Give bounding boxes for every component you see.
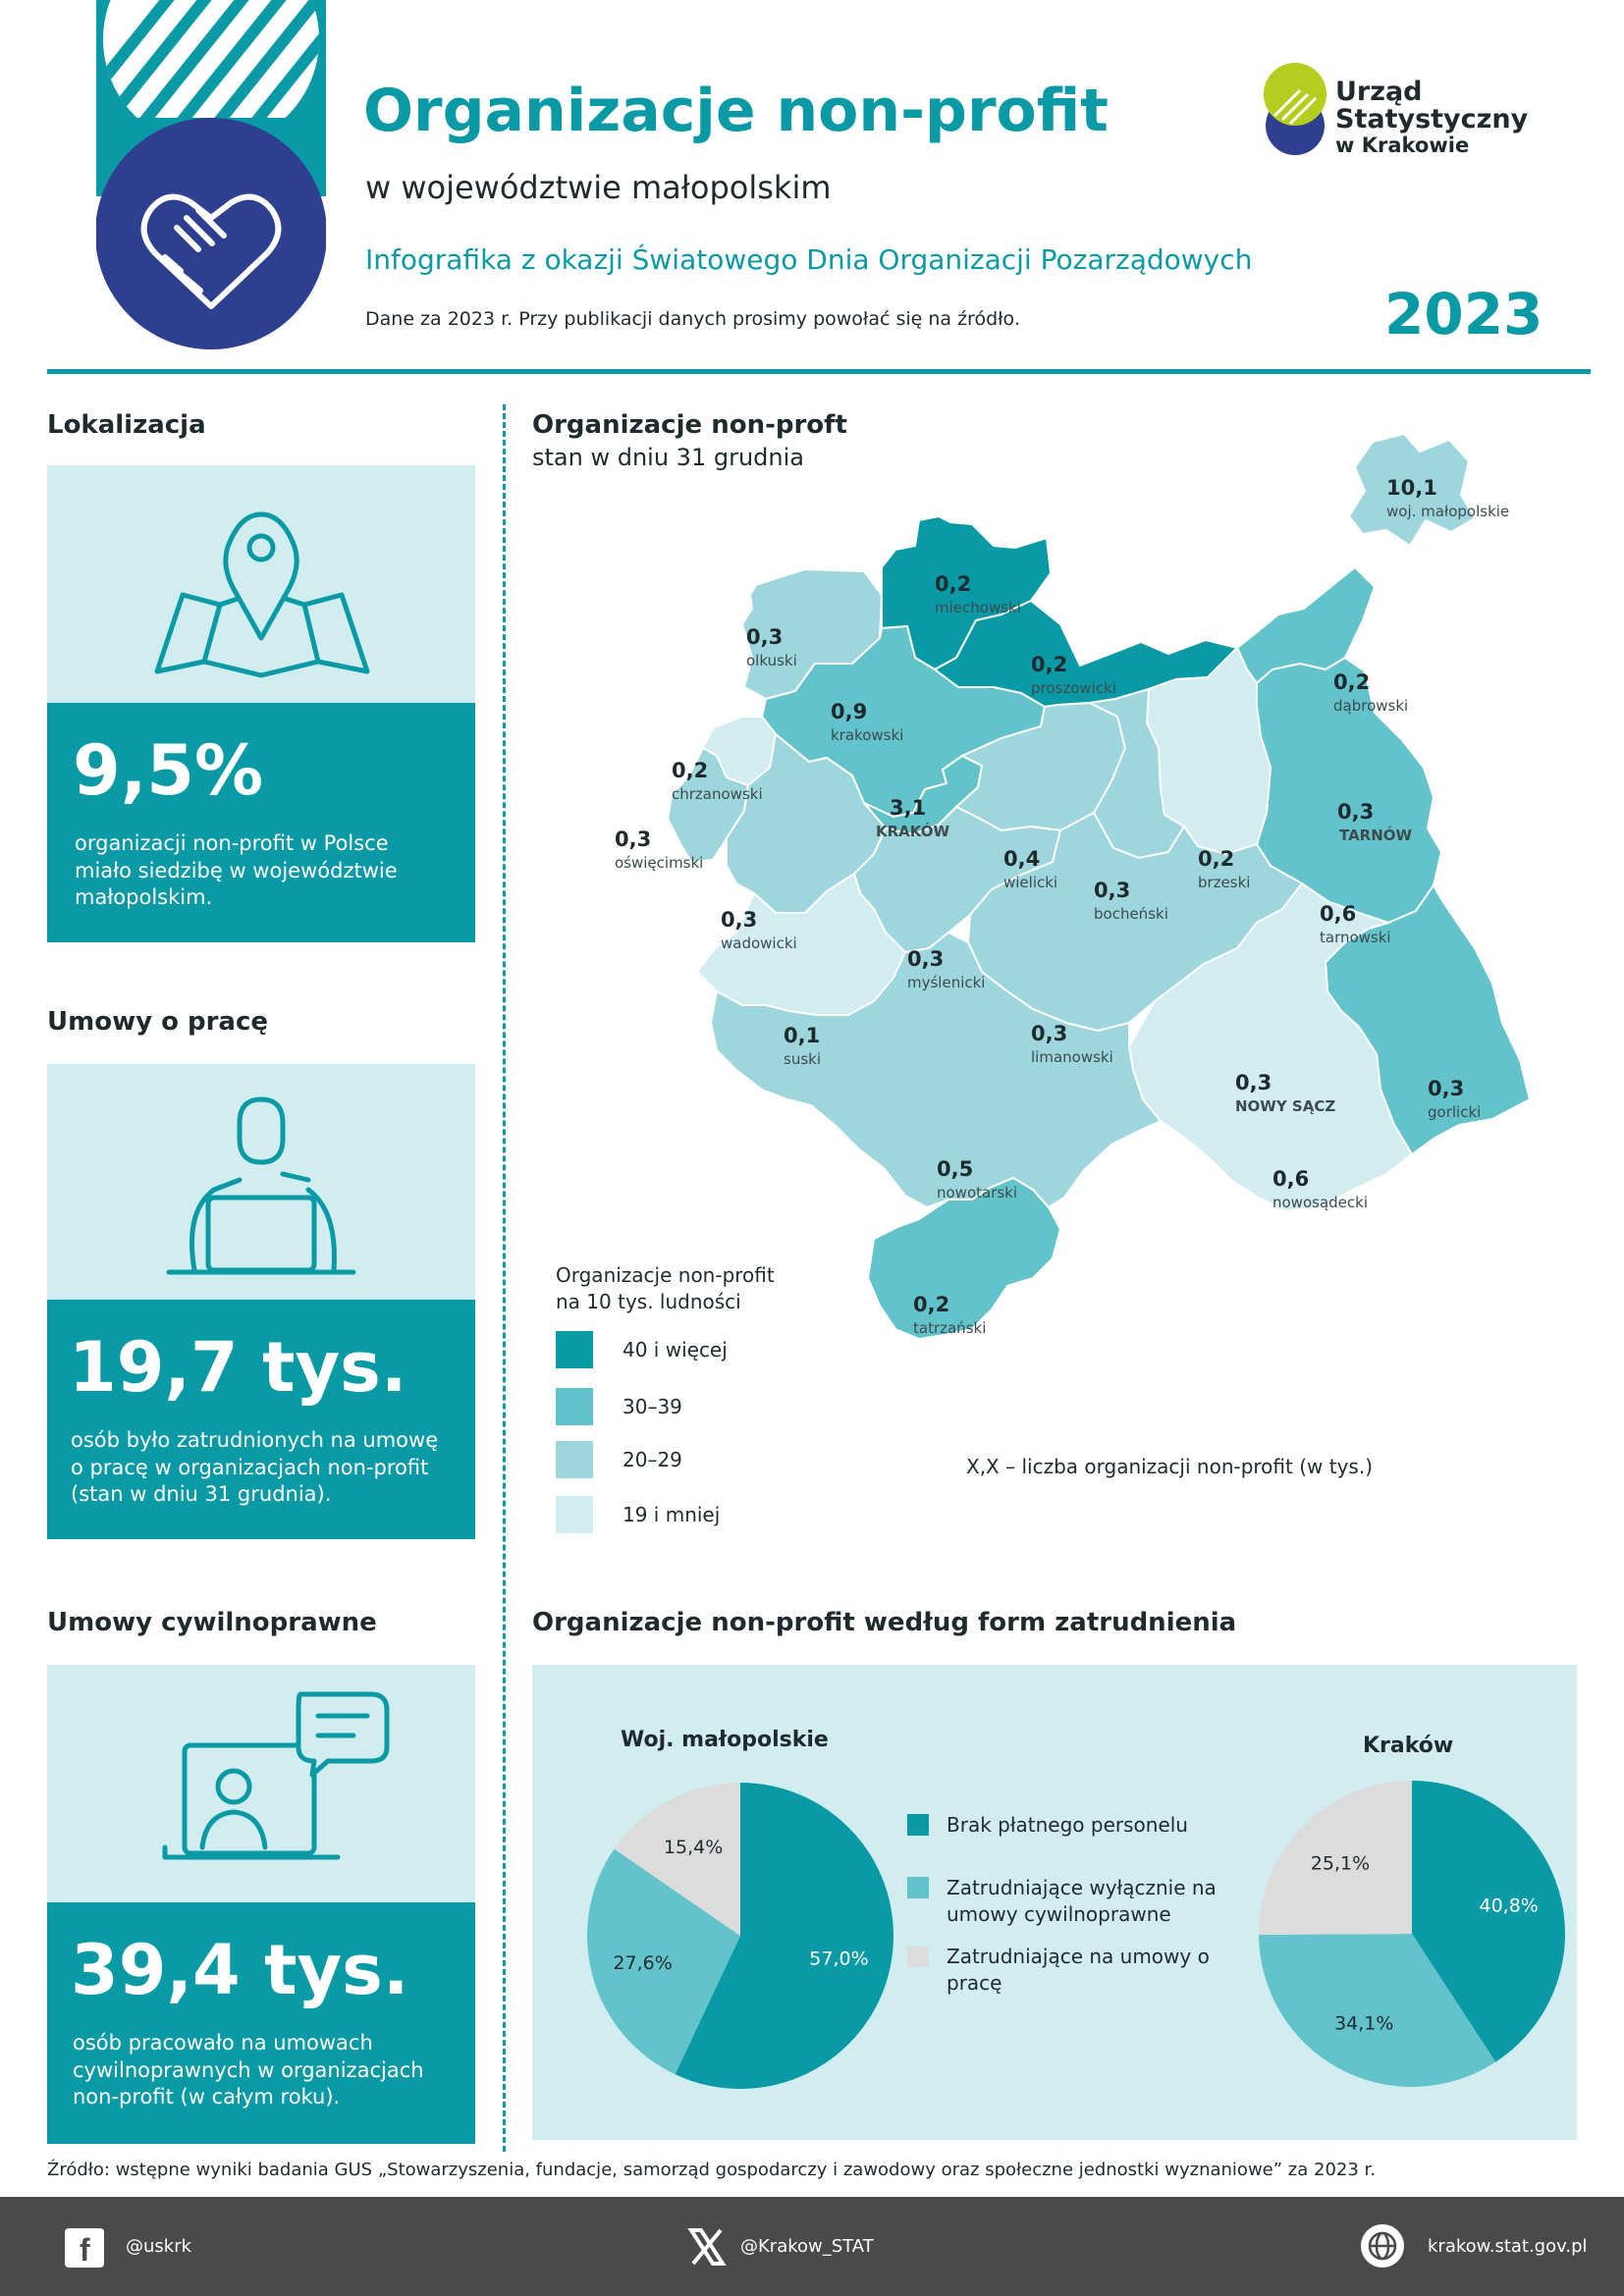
region-name-olkuski: olkuski (746, 652, 797, 669)
lokalizacja-value-panel (47, 703, 475, 942)
footer-bar (0, 2197, 1624, 2296)
region-name-nowy-sacz: NOWY SĄCZ (1235, 1097, 1336, 1115)
pie-title-region: Woj. małopolskie (621, 1728, 829, 1752)
region-name-nowosadecki: nowosądecki (1272, 1194, 1368, 1211)
pie-title-krakow: Kraków (1363, 1734, 1454, 1758)
pie-legend-swatch-no-staff (907, 1814, 929, 1836)
header-emblem (96, 0, 326, 349)
umowy-cywilnoprawne-value: 39,4 tys. (71, 1930, 409, 2010)
region-name-limanowski: limanowski (1031, 1048, 1113, 1066)
website-link[interactable]: krakow.stat.gov.pl (1428, 2236, 1588, 2257)
pie-legend-swatch-employment (907, 1946, 929, 1967)
region-name-chrzanowski: chrzanowski (672, 785, 763, 803)
region-value-voivodeship: 10,1 (1386, 476, 1437, 500)
umowy-o-prace-icon-panel (47, 1064, 475, 1300)
region-value-limanowski: 0,3 (1031, 1022, 1068, 1045)
lokalizacja-icon-panel (47, 465, 475, 703)
region-name-tarnow: TARNÓW (1339, 827, 1413, 844)
region-name-tarnowski: tarnowski (1320, 929, 1391, 946)
region-value-tatrzanski: 0,2 (913, 1293, 950, 1316)
legend-swatch-40plus (556, 1331, 593, 1368)
header-divider (47, 369, 1591, 374)
region-value-miechowski: 0,2 (935, 572, 972, 596)
umowy-cywilnoprawne-value-panel (47, 1902, 475, 2144)
region-name-voivodeship: woj. małopolskie (1386, 503, 1510, 520)
pie-label-krakow-1: 34,1% (1334, 2012, 1394, 2035)
region-value-nowosadecki: 0,6 (1272, 1167, 1310, 1191)
map-legend-title: Organizacje non-profit na 10 tys. ludności (556, 1263, 775, 1313)
umowy-o-prace-value-panel (47, 1300, 475, 1539)
employment-heading: Organizacje non-profit według form zatrudnienia (532, 1608, 1237, 1637)
pie-legend-label-civil: Zatrudniające wyłącznie na umowy cywilnoprawne (947, 1876, 1217, 1926)
pie-legend-label-employment: Zatrudniające na umowy o pracę (947, 1945, 1210, 1995)
office-name-line2: w Krakowie (1335, 133, 1470, 157)
region-name-krakowski: krakowski (831, 726, 904, 744)
source-note: Źródło: wstępne wyniki badania GUS „Stowarzyszenia, fundacje, samorząd gospodarczy i zawodowy oraz społeczne jednostki wyznaniowe” za 2023 r. (47, 2160, 1376, 2180)
region-name-suski: suski (784, 1050, 821, 1068)
pie-chart-krakow (1259, 1781, 1565, 2087)
office-name-line1: Urząd Statystyczny (1335, 77, 1529, 135)
map-heading: Organizacje non-proft (532, 410, 847, 440)
region-value-bochenski: 0,3 (1094, 879, 1131, 902)
employment-panel (532, 1665, 1577, 2140)
citation-note: Dane za 2023 r. Przy publikacji danych prosimy powołać się na źródło. (365, 308, 1020, 330)
map-key-note: X,X – liczba organizacji non-profit (w tys.) (966, 1455, 1373, 1478)
region-name-proszowicki: proszowicki (1031, 679, 1116, 697)
region-name-wadowicki: wadowicki (721, 934, 797, 952)
region-name-oswiecimski: oświęcimski (615, 854, 704, 872)
region-value-gorlicki: 0,3 (1428, 1077, 1465, 1100)
region-shape-tatrzanski (868, 1178, 1060, 1339)
globe-icon[interactable] (1361, 2224, 1404, 2268)
lokalizacja-desc: organizacji non-profit w Polsce miało siedzibę w województwie małopolskim. (75, 831, 398, 910)
region-value-wielicki: 0,4 (1003, 847, 1041, 871)
region-name-brzeski: brzeski (1198, 874, 1251, 891)
region-name-bochenski: bocheński (1094, 905, 1168, 923)
page-subtitle: w województwie małopolskim (365, 169, 832, 206)
occasion-text: Infografika z okazji Światowego Dnia Organizacji Pozarządowych (365, 243, 1253, 276)
lokalizacja-value: 9,5% (73, 730, 264, 811)
pie-label-region-1: 27,6% (613, 1951, 673, 1974)
year-label: 2023 (1384, 281, 1543, 347)
legend-label-30-39: 30–39 (623, 1395, 682, 1418)
region-value-tarnow: 0,3 (1337, 800, 1375, 824)
person-laptop-icon (47, 1064, 475, 1300)
legend-label-20-29: 20–29 (623, 1448, 682, 1471)
x-logo-icon[interactable] (687, 2226, 727, 2268)
section-heading-umowy-cywilnoprawne: Umowy cywilnoprawne (47, 1608, 377, 1637)
pie-label-region-2: 15,4% (663, 1836, 724, 1858)
region-name-dabrowski: dąbrowski (1333, 697, 1409, 715)
office-name (1335, 79, 1624, 156)
umowy-cywilnoprawne-icon-panel (47, 1665, 475, 1902)
region-name-krakow: KRAKÓW (876, 823, 950, 840)
umowy-o-prace-desc: osób było zatrudnionych na umowę o pracę w organizacjach non-profit (stan w dniu 31 grudnia). (71, 1428, 439, 1507)
section-heading-lokalizacja: Lokalizacja (47, 410, 206, 440)
x-handle[interactable]: @Krakow_STAT (740, 2236, 874, 2257)
legend-swatch-20-29 (556, 1441, 593, 1478)
legend-swatch-30-39 (556, 1388, 593, 1425)
region-name-nowotarski: nowotarski (937, 1184, 1018, 1201)
column-divider (503, 404, 506, 2152)
page-title: Organizacje non-profit (363, 77, 1109, 145)
logo-mark-icon (1261, 59, 1329, 157)
region-name-miechowski: miechowski (935, 599, 1021, 616)
region-value-suski: 0,1 (784, 1024, 821, 1047)
district-map (569, 422, 1571, 1394)
pie-chart-region (587, 1783, 893, 2089)
region-value-tarnowski: 0,6 (1320, 902, 1357, 926)
region-name-wielicki: wielicki (1003, 874, 1058, 891)
region-value-krakow: 3,1 (890, 796, 927, 820)
region-value-wadowicki: 0,3 (721, 908, 758, 932)
umowy-o-prace-value: 19,7 tys. (69, 1327, 407, 1408)
facebook-icon[interactable]: f (65, 2228, 104, 2268)
region-value-chrzanowski: 0,2 (672, 759, 709, 782)
facebook-handle[interactable]: @uskrk (126, 2236, 192, 2257)
pie-label-krakow-2: 25,1% (1310, 1852, 1371, 1875)
region-value-nowy-sacz: 0,3 (1235, 1071, 1272, 1095)
region-value-nowotarski: 0,5 (937, 1157, 974, 1181)
region-value-proszowicki: 0,2 (1031, 653, 1068, 676)
pie-legend-swatch-civil (907, 1877, 929, 1898)
region-name-myslenicki: myślenicki (907, 974, 986, 991)
region-value-oswiecimski: 0,3 (615, 828, 652, 851)
region-value-brzeski: 0,2 (1198, 847, 1235, 871)
region-value-olkuski: 0,3 (746, 625, 784, 649)
map-pin-icon (47, 465, 475, 703)
legend-label-19-less: 19 i mniej (623, 1503, 721, 1526)
section-heading-umowy-o-prace: Umowy o pracę (47, 1007, 269, 1037)
legend-label-40plus: 40 i więcej (623, 1338, 728, 1362)
map-subheading: stan w dniu 31 grudnia (532, 444, 804, 471)
region-value-myslenicki: 0,3 (907, 947, 945, 971)
umowy-cywilnoprawne-desc: osób pracowało na umowach cywilnoprawnych w organizacjach non-profit (w całym roku). (73, 2031, 424, 2109)
pie-legend-label-no-staff: Brak płatnego personelu (947, 1813, 1188, 1837)
pie-label-krakow-0: 40,8% (1479, 1895, 1539, 1917)
pie-label-region-0: 57,0% (809, 1948, 869, 1970)
person-chat-icon (47, 1665, 475, 1902)
region-value-krakowski: 0,9 (831, 700, 868, 723)
emblem-graphic (96, 0, 326, 349)
region-name-gorlicki: gorlicki (1428, 1103, 1482, 1121)
region-value-dabrowski: 0,2 (1333, 670, 1371, 694)
legend-swatch-19-less (556, 1496, 593, 1533)
region-name-tatrzanski: tatrzański (913, 1319, 987, 1337)
